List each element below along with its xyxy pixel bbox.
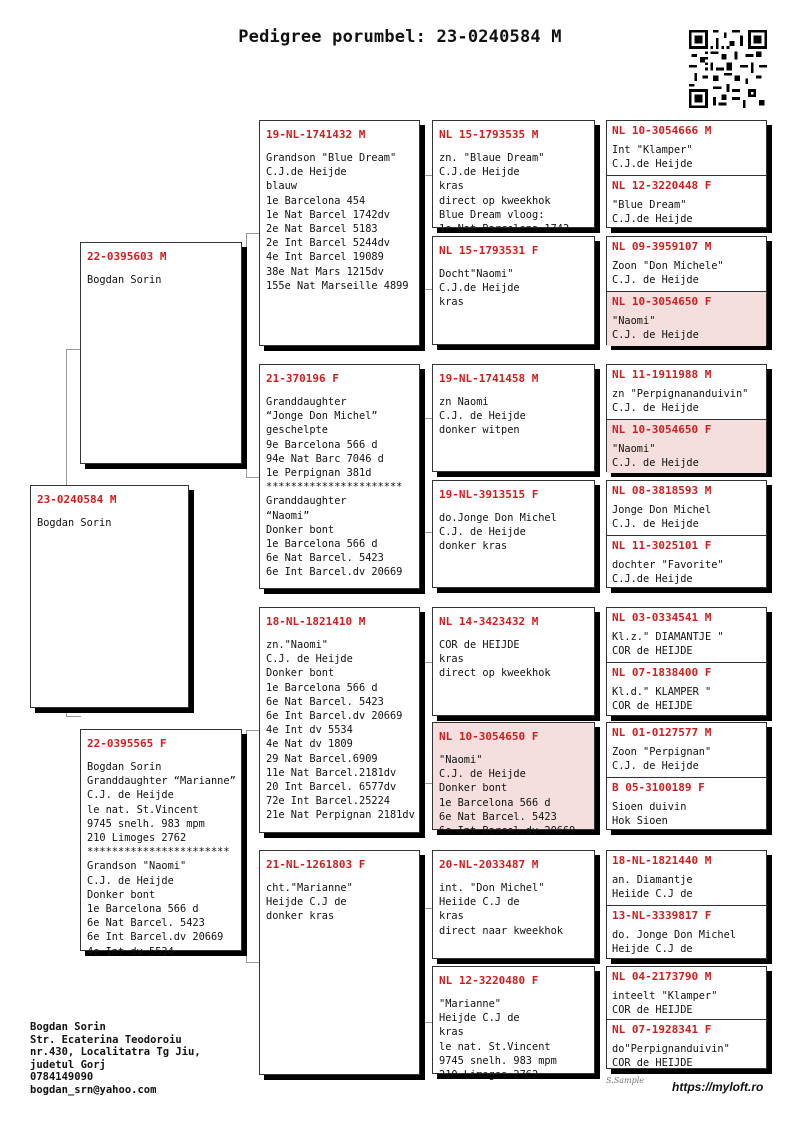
detail-line: do. Jonge Don Michel: [612, 929, 736, 941]
detail-line: 1e Barcelona 566 d: [266, 538, 378, 551]
detail-line: 1e Barcelona 454: [266, 194, 366, 207]
detail-line: C.J. de Heijde: [439, 410, 526, 423]
pedigree-cell: [607, 535, 766, 589]
pedigree-card-gen4: [432, 120, 595, 236]
card-details: [439, 997, 588, 1082]
card-details: [612, 989, 761, 1017]
ring-number: NL 10-3054650 F: [612, 295, 712, 308]
detail-line: kras: [439, 653, 464, 666]
detail-line: Str. Ecaterina Teodoroiu: [30, 1033, 182, 1046]
detail-line: zn Naomi: [439, 396, 489, 408]
pedigree-card-gen5: [606, 850, 767, 959]
ring-number: 19-NL-3913515 F: [439, 488, 539, 501]
ring-number: 18-NL-1821410 M: [266, 615, 366, 628]
detail-line: Int "Klamper": [612, 144, 693, 156]
pedigree-card-gen5: [606, 236, 767, 345]
detail-line: 21e Nat Perpignan 2181dv: [266, 809, 415, 822]
ring-number: NL 14-3423432 M: [439, 615, 539, 628]
pedigree-cell: [607, 851, 766, 905]
detail-line: COR de HEIJDE: [612, 1057, 693, 1070]
ring-number: NL 12-3220480 F: [439, 974, 539, 987]
detail-line: 4e Int dv 5534: [266, 724, 353, 737]
detail-line: "Naomi": [612, 443, 656, 455]
detail-line: 1e Nat Barcelona 1742: [439, 223, 570, 236]
ring-number: NL 04-2173790 M: [612, 970, 712, 983]
pedigree-card-gen3: [259, 850, 420, 1075]
pedigree-cell: [607, 237, 766, 291]
detail-line: kras: [439, 1026, 464, 1039]
ring-number: NL 10-3054650 F: [612, 423, 712, 436]
card-details: [612, 198, 761, 226]
ring-number: B 05-3100189 F: [612, 781, 705, 794]
pedigree-cell: [607, 419, 766, 473]
detail-line: Granddaughter: [266, 495, 347, 508]
ring-number: NL 12-3220448 F: [612, 179, 712, 192]
detail-line: bogdan_srn@yahoo.com: [30, 1083, 157, 1096]
detail-line: Zoon "Don Michele": [612, 260, 724, 272]
pedigree-cell: [607, 967, 766, 1019]
card-details: [439, 638, 588, 681]
pedigree-cell: [607, 662, 766, 717]
detail-line: Bogdan Sorin: [87, 761, 162, 773]
pedigree-card-gen5: [606, 120, 767, 228]
detail-line: blauw: [266, 180, 297, 193]
card-details: [439, 753, 588, 838]
card-details: [612, 745, 761, 773]
pedigree-cell: [607, 1019, 766, 1070]
card-details: [439, 511, 588, 554]
detail-line: donker kras: [266, 910, 335, 923]
detail-line: do.Jonge Don Michel: [439, 512, 557, 524]
detail-line: “Jonge Don Michel”: [266, 410, 378, 423]
detail-line: Heijde C.J de: [612, 943, 693, 956]
detail-line: "Blue Dream": [612, 199, 687, 211]
card-details: [439, 881, 588, 938]
card-details: [266, 151, 413, 293]
card-details: [612, 503, 761, 531]
pedigree-card-gen4: [432, 607, 595, 716]
detail-line: C.J.de Heijde: [612, 158, 693, 171]
detail-line: Blue Dream vloog:: [439, 208, 545, 221]
detail-line: 9745 snelh. 983 mpm: [439, 1054, 557, 1067]
card-details: [439, 267, 588, 310]
card-details: [612, 800, 761, 828]
ring-number: 20-NL-2033487 M: [439, 858, 539, 871]
detail-line: COR de HEIJDE: [612, 1004, 693, 1017]
ring-number: 22-0395565 F: [87, 737, 167, 750]
detail-line: nr.430, Localitatra Tg Jiu,: [30, 1046, 201, 1058]
detail-line: C.J. de Heijde: [439, 526, 526, 539]
pedigree-card-gen4: [432, 236, 595, 345]
pedigree-card-gen4: [432, 480, 595, 588]
website-link[interactable]: https://myloft.ro: [672, 1080, 764, 1094]
detail-line: 6e Int Barcel.dv 20669: [266, 566, 403, 579]
detail-line: Donker bont: [439, 782, 508, 795]
pedigree-cell: [607, 608, 766, 662]
detail-line: COR de HEIJDE: [612, 700, 693, 713]
detail-line: 1e Barcelona 566 d: [87, 903, 199, 916]
detail-line: “Naomi”: [266, 509, 310, 522]
detail-line: C.J. de Heijde: [612, 329, 699, 342]
detail-line: C.J. de Heijde: [612, 402, 699, 415]
card-details: [439, 151, 588, 236]
detail-line: C.J. de Heijde: [439, 768, 526, 781]
pedigree-card-gen3: [259, 607, 420, 833]
detail-line: 38e Nat Mars 1215dv: [266, 265, 384, 278]
detail-line: zn."Naomi": [266, 639, 328, 651]
detail-line: Kl.z." DIAMANTJE ": [612, 631, 724, 643]
card-details: [612, 685, 761, 713]
detail-line: C.J. de Heijde: [612, 760, 699, 773]
owner-contact: [30, 1021, 201, 1096]
pedigree-card-gen5: [606, 722, 767, 830]
ring-number: 22-0395603 M: [87, 250, 167, 263]
pedigree-card-dam: [80, 729, 242, 958]
detail-line: 210 Limoges 2762: [439, 1069, 539, 1082]
detail-line: C.J.de Heijde: [439, 166, 520, 179]
detail-line: donker kras: [439, 540, 508, 553]
detail-line: Granddaughter: [266, 396, 347, 408]
detail-line: Donker bont: [266, 667, 335, 680]
detail-line: COR de HEIJDE: [612, 645, 693, 658]
ring-number: 18-NL-1821440 M: [612, 854, 712, 867]
detail-line: Zoon "Perpignan": [612, 746, 712, 758]
ring-number: 13-NL-3339817 F: [612, 909, 712, 922]
detail-line: **********************: [266, 481, 403, 494]
pedigree-card-gen3: [259, 364, 420, 589]
detail-line: C.J. de Heijde: [87, 874, 174, 887]
detail-line: dochter "Favorite": [612, 559, 724, 571]
detail-line: 1e Nat Barcel 1742dv: [266, 208, 390, 221]
detail-line: C.J.de Heijde: [439, 282, 520, 295]
card-details: [612, 387, 761, 415]
card-details: [87, 760, 235, 959]
ring-number: NL 11-3025101 F: [612, 539, 712, 552]
detail-line: 0784149090: [30, 1071, 94, 1083]
card-details: [266, 881, 413, 924]
pedigree-cell: [607, 777, 766, 831]
detail-line: an. Diamantje: [612, 874, 693, 886]
ring-number: NL 10-3054650 F: [439, 730, 539, 743]
pedigree-cell: [607, 175, 766, 229]
detail-line: inteelt "Klamper": [612, 990, 718, 1002]
detail-line: Grandson "Blue Dream": [266, 152, 397, 164]
detail-line: ***********************: [87, 846, 230, 859]
detail-line: Heijde C.J de: [266, 896, 347, 909]
detail-line: 20 Int Barcel. 6577dv: [266, 781, 397, 794]
detail-line: C.J. de Heijde: [612, 457, 699, 470]
detail-line: zn. "Blaue Dream": [439, 152, 545, 164]
card-details: [37, 516, 182, 530]
ring-number: NL 15-1793531 F: [439, 244, 539, 257]
detail-line: 1e Barcelona 566 d: [266, 681, 378, 694]
detail-line: 2e Int Barcel 5244dv: [266, 237, 390, 250]
detail-line: C.J. de Heijde: [266, 653, 353, 666]
detail-line: cht."Marianne": [266, 882, 353, 894]
pedigree-card-gen4: [432, 364, 595, 472]
pedigree-card-gen4: [432, 966, 595, 1082]
detail-line: 6e Nat Barcel. 5423: [87, 917, 205, 930]
card-details: [87, 273, 235, 287]
ring-number: 21-NL-1261803 F: [266, 858, 366, 871]
detail-line: Granddaughter “Marianne”: [87, 775, 236, 788]
pedigree-card-gen5: [606, 364, 767, 472]
detail-line: direct naar kweekhok: [439, 924, 563, 937]
pedigree-card-gen5: [606, 966, 767, 1069]
card-details: [612, 1042, 761, 1070]
pedigree-card-sire: [80, 242, 242, 464]
detail-line: 210 Limoges 2762: [87, 832, 187, 845]
ring-number: NL 11-1911988 M: [612, 368, 712, 381]
ring-number: NL 08-3818593 M: [612, 484, 712, 497]
detail-line: 6e Int Barcel.dv 20669: [439, 825, 576, 838]
signature: S.Sample: [606, 1076, 644, 1085]
ring-number: NL 07-1838400 F: [612, 666, 712, 679]
pedigree-cell: [607, 481, 766, 535]
detail-line: Heiide C.J de: [612, 888, 693, 901]
pedigree-card-gen5: [606, 607, 767, 716]
card-details: [612, 259, 761, 287]
detail-line: Heiide C.J de: [439, 896, 520, 909]
detail-line: 94e Nat Barc 7046 d: [266, 452, 384, 465]
detail-line: 11e Nat Barcel.2181dv: [266, 766, 397, 779]
detail-line: Sioen duivin: [612, 801, 687, 813]
ring-number: NL 09-3959107 M: [612, 240, 712, 253]
detail-line: COR de HEIJDE: [439, 639, 520, 651]
detail-line: Kl.d." KLAMPER ": [612, 686, 712, 698]
pedigree-cell: [607, 291, 766, 346]
detail-line: 155e Nat Marseille 4899: [266, 279, 409, 292]
ring-number: NL 03-0334541 M: [612, 611, 712, 624]
pedigree-cell: [607, 365, 766, 419]
detail-line: geschelpte: [266, 424, 328, 437]
detail-line: 6e Nat Barcel. 5423: [439, 810, 557, 823]
detail-line: Grandson "Naomi": [87, 860, 187, 873]
detail-line: donker witpen: [439, 424, 520, 437]
detail-line: 9745 snelh. 983 mpm: [87, 817, 205, 830]
detail-line: le nat. St.Vincent: [439, 1040, 551, 1053]
detail-line: kras: [439, 296, 464, 309]
detail-line: 72e Int Barcel.25224: [266, 795, 390, 808]
ring-number: NL 10-3054666 M: [612, 124, 712, 137]
detail-line: direct op kweekhok: [439, 194, 551, 207]
detail-line: 6e Nat Barcel. 5423: [266, 552, 384, 565]
qr-code-icon: [689, 30, 767, 108]
detail-line: C.J. de Heijde: [87, 789, 174, 802]
detail-line: "Naomi": [612, 315, 656, 327]
ring-number: 21-370196 F: [266, 372, 339, 385]
detail-line: Docht"Naomi": [439, 268, 514, 280]
detail-line: 6e Nat Barcel. 5423: [266, 695, 384, 708]
pedigree-card-gen4: [432, 722, 595, 838]
page-title: Pedigree porumbel: 23-0240584 M: [238, 27, 562, 47]
detail-line: C.J. de Heijde: [612, 274, 699, 287]
ring-number: 19-NL-1741458 M: [439, 372, 539, 385]
pedigree-cell: [607, 905, 766, 960]
detail-line: C.J.de Heijde: [266, 166, 347, 179]
detail-line: 1e Barcelona 566 d: [439, 796, 551, 809]
card-details: [612, 314, 761, 342]
card-details: [612, 873, 761, 901]
detail-line: 29 Nat Barcel.6909: [266, 752, 378, 765]
detail-line: Donker bont: [266, 523, 335, 536]
detail-line: direct op kweekhok: [439, 667, 551, 680]
detail-line: Jonge Don Michel: [612, 504, 712, 516]
detail-line: C.J. de Heijde: [612, 518, 699, 531]
detail-line: "Naomi": [439, 754, 483, 766]
detail-line: zn "Perpignananduivin": [612, 388, 749, 400]
detail-line: 4e Int Barcel 19089: [266, 251, 384, 264]
detail-line: Hok Sioen: [612, 815, 668, 828]
detail-line: Donker bont: [87, 888, 156, 901]
detail-line: Bogdan Sorin: [30, 1021, 106, 1033]
ring-number: NL 07-1928341 F: [612, 1023, 712, 1036]
detail-line: 9e Barcelona 566 d: [266, 438, 378, 451]
card-details: [266, 395, 413, 580]
pedigree-cell: [607, 121, 766, 175]
detail-line: do"Perpignanduivin": [612, 1043, 730, 1055]
pedigree-card-subject: [30, 485, 189, 708]
detail-line: int. "Don Michel": [439, 882, 545, 894]
detail-line: kras: [439, 910, 464, 923]
card-details: [439, 395, 588, 438]
detail-line: le nat. St.Vincent: [87, 803, 199, 816]
detail-line: 4e Nat dv 1809: [266, 738, 353, 751]
ring-number: 23-0240584 M: [37, 493, 117, 506]
detail-line: "Marianne": [439, 998, 501, 1010]
ring-number: NL 01-0127577 M: [612, 726, 712, 739]
detail-line: judetul Gorj: [30, 1058, 106, 1071]
detail-line: Bogdan Sorin: [37, 517, 112, 529]
detail-line: 1e Perpignan 381d: [266, 467, 372, 480]
pedigree-card-gen4: [432, 850, 595, 959]
card-details: [612, 558, 761, 586]
detail-line: C.J.de Heijde: [612, 213, 693, 226]
card-details: [612, 928, 761, 956]
detail-line: 6e Int Barcel.dv 20669: [266, 710, 403, 723]
detail-line: 4e Int dv 5534: [87, 945, 174, 958]
ring-number: NL 15-1793535 M: [439, 128, 539, 141]
card-details: [612, 143, 761, 171]
detail-line: Heijde C.J de: [439, 1012, 520, 1025]
pedigree-card-gen3: [259, 120, 420, 346]
detail-line: C.J.de Heijde: [612, 573, 693, 586]
card-details: [266, 638, 413, 823]
detail-line: Bogdan Sorin: [87, 274, 162, 286]
detail-line: 6e Int Barcel.dv 20669: [87, 931, 224, 944]
pedigree-cell: [607, 723, 766, 777]
pedigree-card-gen5: [606, 480, 767, 588]
ring-number: 19-NL-1741432 M: [266, 128, 366, 141]
card-details: [612, 442, 761, 470]
detail-line: kras: [439, 180, 464, 193]
card-details: [612, 630, 761, 658]
detail-line: 2e Nat Barcel 5183: [266, 223, 378, 236]
